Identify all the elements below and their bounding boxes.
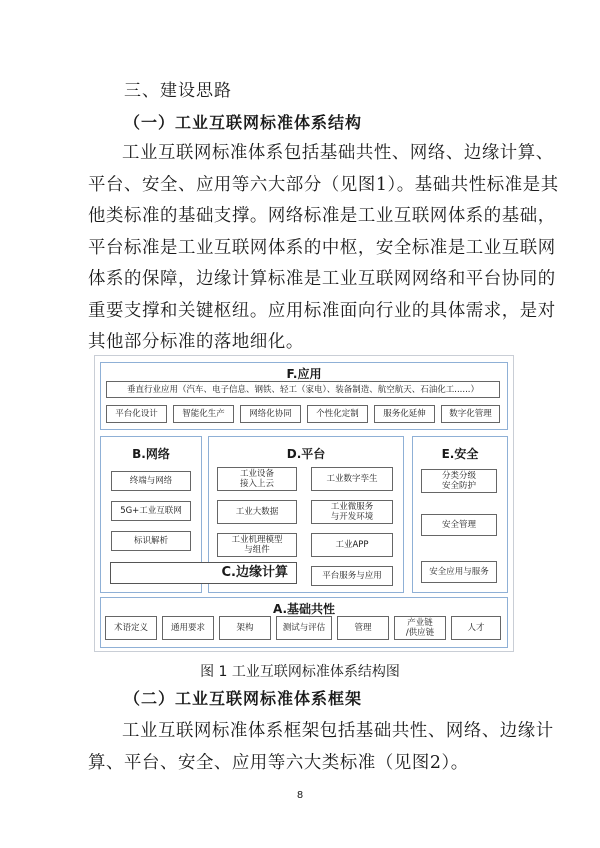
para-line: 重要支撑和关键枢纽。应用标准面向行业的具体需求，是对 [88, 300, 556, 321]
basic-item: 架构 [219, 616, 271, 640]
app-item: 网络化协同 [240, 405, 301, 423]
security-item: 安全管理 [421, 514, 497, 536]
app-item: 智能化生产 [173, 405, 234, 423]
application-block [100, 362, 508, 430]
basic-item: 测试与评估 [276, 616, 332, 640]
section2-paragraph [88, 716, 554, 779]
platform-item: 工业机理模型 与组件 [217, 533, 297, 557]
para-line: 工业互联网标准体系框架包括基础共性、网络、边缘计 [122, 721, 554, 741]
edge-computing-title: C.边缘计算 [221, 565, 288, 580]
security-item: 分类分级 安全防护 [421, 469, 497, 493]
page-number: 8 [296, 790, 304, 801]
edge-computing-box [110, 562, 297, 584]
basic-item: 管理 [337, 616, 389, 640]
basic-item: 通用要求 [162, 616, 214, 640]
network-title: B.网络 [132, 447, 170, 461]
app-item: 个性化定制 [307, 405, 368, 423]
section2-heading: （二）工业互联网标准体系框架 [124, 689, 363, 708]
basic-common-title: A.基础共性 [272, 602, 336, 616]
network-item: 标识解析 [111, 531, 191, 551]
app-item: 平台化设计 [106, 405, 167, 423]
network-item: 5G+工业互联网 [111, 501, 191, 521]
network-item: 终端与网络 [111, 471, 191, 491]
vertical-industry-box: 垂直行业应用（汽车、电子信息、钢铁、轻工（家电）、装备制造、航空航天、石油化工......） [106, 381, 500, 398]
platform-item: 工业大数据 [217, 500, 297, 524]
section1-heading: （一）工业互联网标准体系结构 [124, 113, 363, 132]
para-line: 平台标准是工业互联网体系的中枢，安全标准是工业互联网 [88, 237, 556, 258]
para-line: 工业互联网标准体系包括基础共性、网络、边缘计算、 [122, 143, 554, 163]
para-line: 其他部分标准的落地细化。 [88, 332, 304, 352]
platform-title: D.平台 [286, 447, 326, 461]
security-block [412, 436, 508, 593]
security-item: 安全应用与服务 [421, 561, 497, 583]
section1-paragraph [88, 138, 559, 359]
figure-caption: 图 1 工业互联网标准体系结构图 [200, 664, 400, 680]
basic-item: 人才 [451, 616, 501, 640]
platform-item: 工业数字孪生 [311, 467, 393, 491]
basic-item: 产业链 /供应链 [394, 616, 446, 640]
para-line: 他类标准的基础支撑。网络标准是工业互联网体系的基础， [88, 206, 556, 226]
basic-common-block [100, 597, 508, 648]
application-title: F.应用 [286, 367, 322, 381]
para-line: 平台、安全、应用等六大部分（见图1）。基础共性标准是其 [88, 174, 559, 195]
app-item: 数字化管理 [441, 405, 500, 423]
platform-item: 平台服务与应用 [311, 566, 393, 586]
platform-item: 工业设备 接入上云 [217, 467, 297, 491]
platform-item: 工业APP [311, 533, 393, 557]
heading-construction-ideas: 三、建设思路 [124, 81, 232, 101]
basic-item: 术语定义 [105, 616, 157, 640]
para-line: 体系的保障，边缘计算标准是工业互联网网络和平台协同的 [88, 269, 556, 289]
security-title: E.安全 [441, 447, 479, 461]
para-line: 算、平台、安全、应用等六大类标准（见图2）。 [88, 752, 469, 773]
platform-item: 工业微服务 与开发环境 [311, 500, 393, 524]
app-item: 服务化延伸 [374, 405, 435, 423]
standard-architecture-diagram [94, 355, 514, 652]
